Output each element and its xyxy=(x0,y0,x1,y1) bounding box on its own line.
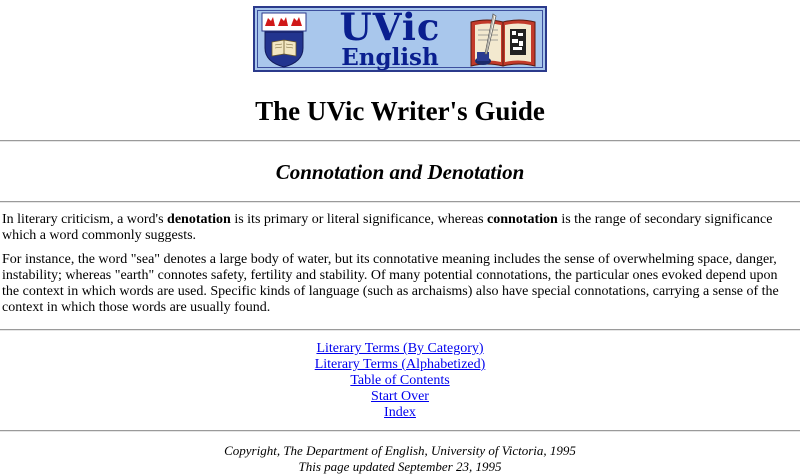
banner-english-text: English xyxy=(341,44,439,71)
link-index[interactable]: Index xyxy=(384,405,416,420)
copyright-text: Copyright, The Department of English, University of Victoria, 1995 xyxy=(224,443,576,458)
quill-book-icon xyxy=(467,12,539,70)
text-run: is its primary or literal significance, whereas xyxy=(230,212,488,227)
divider xyxy=(0,430,800,432)
link-table-of-contents[interactable]: Table of Contents xyxy=(350,373,450,388)
topic-heading: Connotation and Denotation xyxy=(275,160,525,184)
footer xyxy=(0,443,800,475)
divider xyxy=(0,329,800,331)
link-literary-terms-alphabetized[interactable]: Literary Terms (Alphabetized) xyxy=(314,357,486,372)
link-start-over[interactable]: Start Over xyxy=(371,389,429,404)
divider xyxy=(0,140,800,142)
example-paragraph: For instance, the word "sea" denotes a large body of water, but its connotative meaning includes the sense of overwhelming space, danger, instability; whereas "earth" connotes safety, fertility and stability. Of many potential connotations, the particular ones evoked depend upon the context in which words are used. Specific kinds of language (such as archaisms) also have special connotations, carrying a sense of the context in which those words are usually found. xyxy=(2,252,779,315)
page-title: The UVic Writer's Guide xyxy=(255,96,545,126)
text-run: is the range of secondary significance which a word commonly suggests. xyxy=(2,212,773,243)
updated-date-text: This page updated September 23, 1995 xyxy=(298,459,502,474)
term-connotation: connotation xyxy=(487,212,558,227)
banner-uvic-text: UVic xyxy=(339,5,441,49)
divider xyxy=(0,201,800,203)
uvic-crest-icon xyxy=(261,12,307,68)
navigation-links xyxy=(0,341,800,421)
term-denotation: denotation xyxy=(167,212,231,227)
banner-title xyxy=(315,5,465,71)
uvic-english-banner xyxy=(253,6,547,72)
banner-container xyxy=(0,0,800,78)
definition-paragraph xyxy=(2,212,798,244)
text-run: In literary criticism, a word's xyxy=(2,212,168,227)
link-literary-terms-by-category[interactable]: Literary Terms (By Category) xyxy=(316,341,484,356)
